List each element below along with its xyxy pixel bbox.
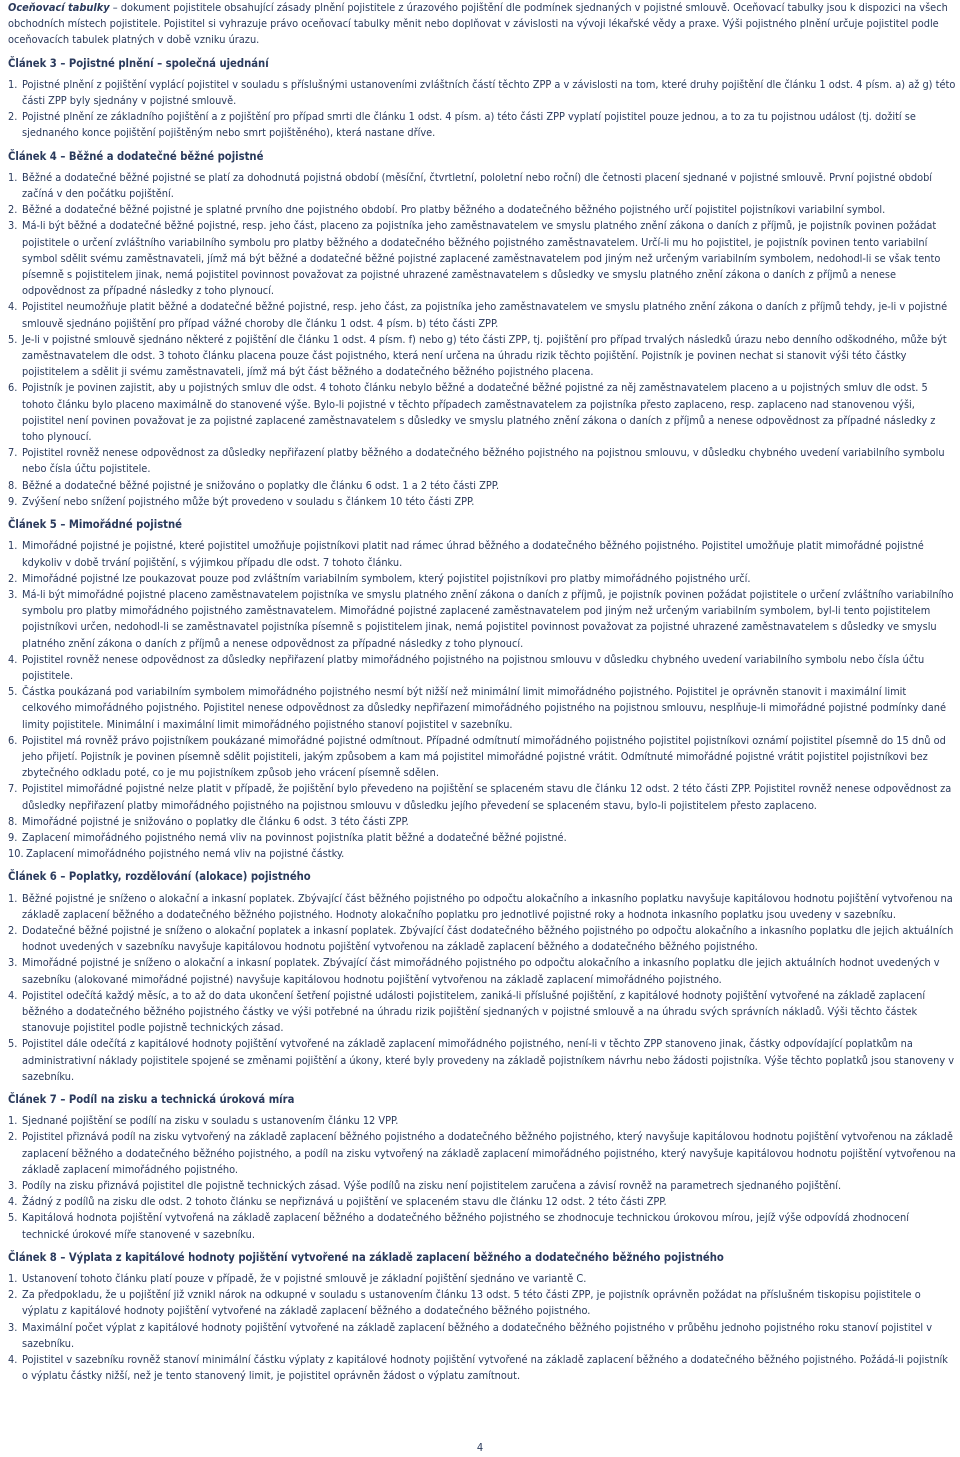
item-text: Pojistitel mimořádné pojistné nelze platit v případě, že pojištění bylo převedeno na pojištění se splaceném stavu dle článku 12 odst. 2 této části ZPP. Pojistitel rovněž nenese odpovědnost za důsledky nepřiřazení platby mimořádného pojistného na pojistnou smlouvu v důsledku jejího převedení se splaceném stavu, bylo-li pojistitelem přesto zaplaceno. (22, 782, 952, 812)
item-number: 3. (8, 587, 18, 601)
item-text: Pojistitel rovněž nenese odpovědnost za důsledky nepřiřazení platby běžného a dodatečného běžného pojistného na pojistnou smlouvu, v důsledku chybného uvedení variabilního symbolu nebo čísla účtu pojistitele. (22, 446, 945, 476)
definition-term: Oceňovací tabulky (8, 1, 110, 14)
article-item (8, 478, 956, 494)
article-item (8, 830, 956, 846)
article-item (8, 77, 956, 109)
item-number: 8. (8, 478, 18, 492)
article-item (8, 1194, 956, 1210)
item-text: Pojistitel odečítá každý měsíc, a to až do data ukončení šetření pojistné události pojistitelem, zaniká-li příslušné pojištění, z kapitálové hodnoty pojištění vytvořené na základě zaplacení běžného a dodatečného běžného pojistného částky ve výši potřebné na úhradu rizik pojištění sjednaných v pojistné smlouvě a na úhradu svých správních nákladů. Výši těchto částek stanovuje pojistitel podle pojistně technických zásad. (22, 988, 926, 1035)
page-number: 4 (476, 1441, 484, 1454)
article-item (8, 587, 956, 652)
item-text: Běžné a dodatečné běžné pojistné se platí za dohodnutá pojistná období (měsíční, čtvrtletní, pololetní nebo roční) dle četnosti placení sjednané v pojistné smlouvě. První pojistné období začíná v den počátku pojištění. (22, 170, 933, 201)
item-number: 4. (8, 300, 18, 314)
item-text: Zaplacení mimořádného pojistného nemá vliv na pojistné částky. (26, 847, 345, 861)
article-item (8, 1320, 956, 1352)
article-item (8, 170, 956, 202)
item-text: Podíly na zisku přiznává pojistitel dle pojistně technických zásad. Výše podílů na zisku není pojistitelem zaručena a závisí rovněž na parametrech sjednaného pojištění. (22, 1179, 842, 1193)
item-text: Dodatečné běžné pojistné je sníženo o alokační poplatek a inkasní poplatek. Zbývající část dodatečného běžného pojistného po odpočtu alokačního a inkasního poplatku dle jejich aktuálních hodnot uvedených v sazebníku navyšuje kapitálovou hodnotu pojištění vytvořenou na základě zaplacení běžného a dodatečného běžného pojistného. (22, 923, 954, 954)
item-number: 4. (8, 1195, 18, 1209)
article-item (8, 1352, 956, 1384)
item-text: Žádný z podílů na zisku dle odst. 2 tohoto článku se nepřiznává u pojištění ve splaceném stavu dle článku 12 odst. 2 této části ZPP. (22, 1195, 667, 1209)
article-item (8, 1113, 956, 1129)
item-text: Je-li v pojistné smlouvě sjednáno některé z pojištění dle článku 1 odst. 4 písm. f) nebo g) této části ZPP, tj. pojištění pro případ trvalých následků úrazu nebo denního odškodného, může být zaměstnavatelem dle odst. 3 tohoto článku placena pouze část pojistného, která není určena na úhradu rizik těchto pojištění. Pojistník je povinen nechat si stanovit výši této částky pojistitelem a sdělit ji svému zaměstnavateli, jímž má být část běžného a dodatečného běžného pojistného placena. (22, 332, 947, 379)
item-number: 2. (8, 1288, 18, 1302)
article-item (8, 538, 956, 570)
article-item (8, 923, 956, 955)
article-items (8, 891, 956, 1085)
item-text: Zvýšení nebo snížení pojistného může být provedeno v souladu s článkem 10 této části ZPP. (22, 494, 475, 508)
article-item (8, 733, 956, 782)
item-text: Kapitálová hodnota pojištění vytvořená na základě zaplacení běžného a dodatečného běžného pojistného se zhodnocuje technickou úrokovou mírou, jejíž výše odpovídá zhodnocení technické úrokové míře stanovené v sazebníku. (22, 1211, 909, 1241)
item-number: 3. (8, 1320, 18, 1334)
item-number: 7. (8, 782, 18, 796)
item-number: 2. (8, 1130, 18, 1144)
article-item (8, 988, 956, 1037)
item-number: 5. (8, 1211, 18, 1225)
article-items (8, 77, 956, 142)
article-item (8, 1129, 956, 1178)
item-text: Pojistitel má rovněž právo pojistníkem poukázané mimořádné pojistné odmítnout. Případné odmítnutí mimořádného pojistného pojistitel pojistníkovi oznámí pojistitel písemně do 15 dnů od jeho přijetí. Pojistník je povinen písemně sdělit pojistiteli, jakým způsobem a kam má pojistitel mimořádné pojistné vrátit. Odmítnuté mimořádné pojistné vrátit pojistitel pojistníkovi bez zbytečného odkladu poté, co je mu pojistníkem způsob jeho vrácení písemně sdělen. (22, 733, 946, 780)
article-item (8, 109, 956, 141)
item-number: 5. (8, 685, 18, 699)
article-item (8, 781, 956, 813)
item-text: Má-li být mimořádné pojistné placeno zaměstnavatelem pojistníka ve smyslu platného znění zákona o daních z příjmů, je pojistník povinen požádat pojistitele o určení zvláštního variabilního symbolu pro platby mimořádného pojistného zaměstnavatelem. Mimořádné pojistné zaplacené zaměstnavatelem pod jiným než určeným variabilním symbolem, byl-li tento pojistitelem pojistníkovi určen, nedohodl-li se zaměstnavatel pojistníka písemně s pojistitelem jinak, nemá pojistitel povinnost považovat za pojistné uhrazené zaměstnavatelem s důsledky ve smyslu platného znění zákona o daních z příjmů a nenese odpovědnost za případné následky z toho plynoucí. (22, 587, 954, 650)
item-text: Částka poukázaná pod variabilním symbolem mimořádného pojistného nesmí být nižší než minimální limit mimořádného pojistného. Pojistitel je oprávněn stanovit i maximální limit celkového mimořádného pojistného. Pojistitel nenese odpovědnost za důsledky nepřiřazení mimořádného pojistného na pojistnou smlouvu, nesplňuje-li mimořádné pojistné podmínky dané limity pojistitele. Minimální i maximální limit mimořádného pojistného stanoví pojistitel v sazebníku. (22, 685, 947, 731)
article-items (8, 538, 956, 862)
article-item (8, 1036, 956, 1085)
article-items (8, 170, 956, 510)
article-item (8, 445, 956, 477)
item-number: 8. (8, 814, 18, 828)
article-heading: Článek 4 – Běžné a dodatečné běžné pojistné (8, 149, 264, 163)
article-item (8, 332, 956, 381)
article-item (8, 494, 956, 510)
article-item (8, 202, 956, 218)
item-number: 1. (8, 539, 18, 553)
item-text: Má-li být běžné a dodatečné běžné pojistné, resp. jeho část, placeno za pojistníka jeho zaměstnavatelem ve smyslu platného znění zákona o daních z příjmů, je pojistník povinen požádat pojistitele o určení zvláštního variabilního symbolu pro platby běžného a dodatečného běžného pojistného zaměstnavatelem. Určí-li mu ho pojistitel, je pojistník povinen tento variabilní symbol sdělit svému zaměstnavateli, jímž má být běžné a dodatečné běžné pojistné zaplacené zaměstnavatelem pod jiným než určeným variabilním symbolem, nedohodl-li se však tento písemně s pojistitelem jinak, nemá pojistitel povinnost považovat za pojistné uhrazené zaměstnavatelem s důsledky ve smyslu platného znění zákona o daních z příjmů a nenese odpovědnost za případné následky z toho plynoucí. (22, 219, 941, 298)
item-number: 1. (8, 170, 18, 184)
article-item (8, 814, 956, 830)
article-item (8, 218, 956, 299)
item-text: Běžné a dodatečné běžné pojistné je snižováno o poplatky dle článku 6 odst. 1 a 2 této části ZPP. (22, 478, 500, 492)
article-heading: Článek 7 – Podíl na zisku a technická úroková míra (8, 1093, 295, 1106)
article-heading: Článek 3 – Pojistné plnění – společná ujednání (8, 56, 269, 70)
article-heading: Článek 8 – Výplata z kapitálové hodnoty pojištění vytvořené na základě zaplacení běžného a dodatečného běžného pojistného (8, 1250, 724, 1264)
item-text: Pojistitel rovněž nenese odpovědnost za důsledky nepřiřazení platby mimořádného pojistného na pojistnou smlouvu v důsledku chybného uvedení variabilního symbolu nebo čísla účtu pojistitele. (22, 652, 925, 682)
item-number: 7. (8, 446, 18, 460)
item-text: Za předpokladu, že u pojištění již vznikl nárok na odkupné v souladu s ustanovením článku 13 odst. 5 této části ZPP, je pojistník oprávněn požádat na příslušném tiskopisu pojistitele o výplatu z kapitálové hodnoty pojištění vytvořené na základě zaplacení běžného a dodatečného běžného pojistného. (22, 1288, 921, 1318)
item-number: 4. (8, 988, 18, 1002)
item-text: Pojistné plnění z pojištění vyplácí pojistitel v souladu s příslušnými ustanoveními zvláštních částí těchto ZPP a v závislosti na tom, které druhy pojištění dle článku 1 odst. 4 písm. a) až g) této části ZPP byly sjednány v pojistné smlouvě. (22, 77, 956, 108)
document-body (8, 0, 956, 1384)
item-text: Běžné a dodatečné běžné pojistné je splatné prvního dne pojistného období. Pro platby běžného a dodatečného běžného pojistného určí pojistitel pojistníkovi variabilní symbol. (22, 203, 886, 217)
item-text: Sjednané pojištění se podílí na zisku v souladu s ustanovením článku 12 VPP. (22, 1114, 399, 1128)
item-text: Zaplacení mimořádného pojistného nemá vliv na povinnost pojistníka platit běžné a dodatečné běžné pojistné. (22, 830, 567, 844)
item-number: 1. (8, 1272, 18, 1286)
item-number: 3. (8, 1179, 18, 1193)
item-text: Běžné pojistné je sníženo o alokační a inkasní poplatek. Zbývající část běžného pojistného po odpočtu alokačního a inkasního poplatku navyšuje kapitálovou hodnotu pojištění vytvořenou na základě zaplacení běžného a dodatečného běžného pojistného. Hodnoty alokačního poplatku pro jednotlivé pojistné roky a hodnota inkasního poplatku jsou uvedeny v sazebníku. (22, 891, 953, 921)
article-item (8, 380, 956, 445)
item-text: Mimořádné pojistné je snižováno o poplatky dle článku 6 odst. 3 této části ZPP. (22, 814, 409, 828)
item-number: 3. (8, 219, 18, 233)
item-number: 2. (8, 110, 18, 124)
item-number: 4. (8, 652, 18, 666)
article-items (8, 1113, 956, 1243)
article-heading: Článek 5 – Mimořádné pojistné (8, 518, 182, 532)
article-item (8, 1287, 956, 1319)
article-item (8, 955, 956, 987)
article-item (8, 299, 956, 331)
item-text: Pojistník je povinen zajistit, aby u pojistných smluv dle odst. 4 tohoto článku nebylo běžné a dodatečné běžné pojistné za něj zaměstnavatelem placeno a u pojistných smluv dle odst. 5 tohoto článku bylo placeno maximálně do stanovené výše. Bylo-li pojistné v těchto případech zaměstnavatelem za pojistníka přesto zaplaceno, resp. zaplaceno nad stanovenou výši, pojistitel není povinen považovat je za pojistné zaplacené zaměstnavatelem s důsledky ve smyslu platného znění zákona o daních z příjmů a nenese odpovědnost za případné následky z toho plynoucí. (22, 381, 936, 444)
item-number: 10. (8, 847, 24, 861)
item-number: 5. (8, 332, 18, 346)
intro-paragraph (8, 0, 956, 49)
item-text: Pojistitel dále odečítá z kapitálové hodnoty pojištění vytvořené na základě zaplacení mimořádného pojistného, není-li v těchto ZPP stanoveno jinak, částky odpovídající poplatkům na administrativní náklady pojistitele spojené se změnami pojištění a úkony, které byly provedeny na základě pojistníkem návrhu nebo žádosti pojistníka. Výše těchto poplatků jsou stanoveny v sazebníku. (22, 1037, 955, 1083)
article-item (8, 571, 956, 587)
item-number: 9. (8, 494, 18, 508)
item-number: 6. (8, 381, 18, 395)
item-text: Mimořádné pojistné lze poukazovat pouze pod zvláštním variabilním symbolem, který pojistitel pojistníkovi pro platby mimořádného pojistného určí. (22, 571, 751, 585)
article-item (8, 652, 956, 684)
item-text: Ustanovení tohoto článku platí pouze v případě, že v pojistné smlouvě je základní pojištění sjednáno ve variantě C. (22, 1272, 587, 1286)
article-item (8, 891, 956, 923)
article-item (8, 1178, 956, 1194)
item-number: 2. (8, 571, 18, 585)
item-text: Pojistné plnění ze základního pojištění a z pojištění pro případ smrti dle článku 1 odst. 4 písm. a) této části ZPP vyplatí pojistitel pouze jednou, a to za tu pojistnou událost (tj. dožití se sjednaného konce pojištění pojištěným nebo smrt pojištěného), která nastane dříve. (22, 110, 916, 140)
item-text: Pojistitel přiznává podíl na zisku vytvořený na základě zaplacení běžného pojistného a dodatečného běžného pojistného, který navyšuje kapitálovou hodnotu pojištění vytvořenou na základě zaplacení běžného a dodatečného běžného pojistného, a podíl na zisku vytvořený na základě zaplacení mimořádného pojistného, který navyšuje kapitálovou hodnotu pojištění vytvořenou na základě zaplacení mimořádného pojistného. (22, 1130, 956, 1176)
article-item (8, 1210, 956, 1242)
item-text: Pojistitel v sazebníku rovněž stanoví minimální částku výplaty z kapitálové hodnoty pojištění vytvořené na základě zaplacení běžného a dodatečného běžného pojistného. Požádá-li pojistník o výplatu částky nižší, než je tento stanovený limit, je pojistitel oprávněn žádost o výplatu zamítnout. (22, 1353, 948, 1383)
article-heading: Článek 6 – Poplatky, rozdělování (alokace) pojistného (8, 870, 311, 884)
item-number: 2. (8, 203, 18, 217)
article-item (8, 684, 956, 733)
articles (8, 56, 956, 1385)
item-number: 1. (8, 891, 18, 905)
item-text: Mimořádné pojistné je pojistné, které pojistitel umožňuje pojistníkovi platit nad rámec úhrad běžného a dodatečného běžného pojistného. Pojistitel umožňuje platit mimořádné pojistné kdykoliv v době trvání pojištění, s výjimkou případu dle odst. 7 tohoto článku. (22, 539, 924, 569)
definition-text: – dokument pojistitele obsahující zásady plnění pojistitele z úrazového pojištění dle podmínek sjednaných v pojistné smlouvě. Oceňovací tabulky jsou k dispozici na všech obchodních místech pojistitele. Pojistitel si vyhrazuje právo oceňovací tabulky měnit nebo doplňovat v závislosti na vývoji lékařské vědy a praxe. Výši pojistného plnění určuje pojistitel podle oceňovacích tabulek platných v době vzniku úrazu. (8, 1, 948, 47)
item-text: Maximální počet výplat z kapitálové hodnoty pojištění vytvořené na základě zaplacení běžného a dodatečného běžného pojistného v průběhu jednoho pojistného roku stanoví pojistitel v sazebníku. (22, 1320, 933, 1350)
item-number: 1. (8, 77, 18, 91)
article-item (8, 846, 956, 862)
item-number: 9. (8, 830, 18, 844)
item-number: 2. (8, 923, 18, 937)
item-number: 5. (8, 1037, 18, 1051)
item-number: 4. (8, 1353, 18, 1367)
item-number: 1. (8, 1114, 18, 1128)
item-text: Mimořádné pojistné je sníženo o alokační a inkasní poplatek. Zbývající část mimořádného pojistného po odpočtu alokačního a inkasního poplatku dle jejich aktuálních hodnot uvedených v sazebníku (alokované mimořádné pojistné) navyšuje kapitálovou hodnotu pojištění vytvořenou na základě zaplacení mimořádného pojistného. (22, 956, 940, 986)
item-text: Pojistitel neumožňuje platit běžné a dodatečné běžné pojistné, resp. jeho část, za pojistníka jeho zaměstnavatelem ve smyslu platného znění zákona o daních z příjmů tehdy, je-li v pojistné smlouvě sjednáno pojištění pro případ vážné choroby dle článku 1 odst. 4 písm. b) této části ZPP. (22, 300, 948, 330)
article-item (8, 1271, 956, 1287)
article-items (8, 1271, 956, 1384)
item-number: 3. (8, 956, 18, 970)
item-number: 6. (8, 733, 18, 747)
